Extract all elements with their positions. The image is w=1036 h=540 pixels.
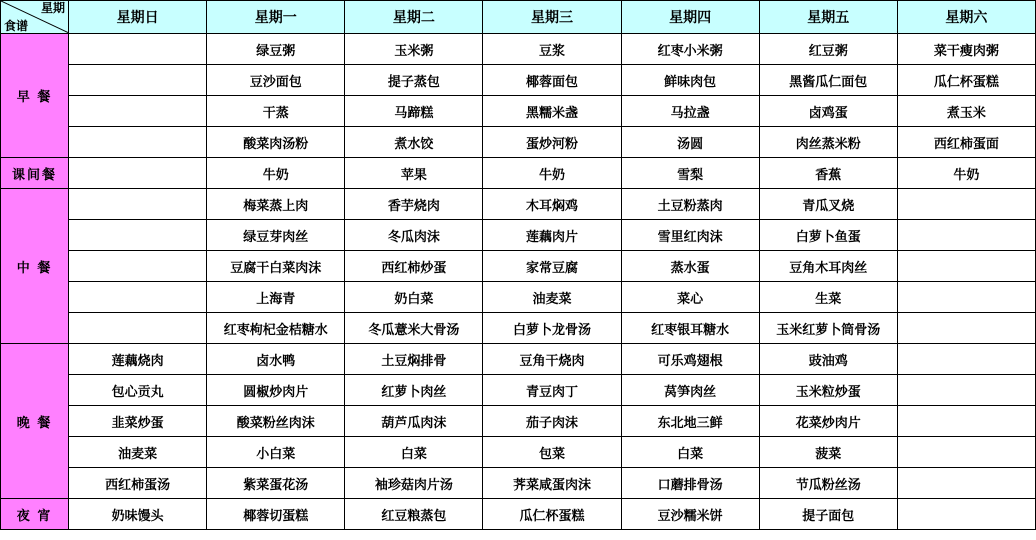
dish-cell: 包心贡丸 [69,375,207,406]
dish-cell: 梅菜蒸上肉 [207,189,345,220]
table-row [1,282,1036,313]
dish-cell: 白萝卜龙骨汤 [483,313,621,344]
corner-header-cell [1,1,69,34]
dish-cell-empty [69,65,207,96]
dish-cell: 卤鸡蛋 [759,96,897,127]
dish-cell-empty [897,313,1035,344]
dish-cell: 椰蓉切蛋糕 [207,499,345,530]
dish-cell: 绿豆芽肉丝 [207,220,345,251]
dish-cell: 牛奶 [483,158,621,189]
dish-cell: 黑酱瓜仁面包 [759,65,897,96]
dish-cell-empty [897,437,1035,468]
dish-cell: 青瓜叉烧 [759,189,897,220]
dish-cell: 玉米红萝卜筒骨汤 [759,313,897,344]
dish-cell: 小白菜 [207,437,345,468]
dish-cell-empty [69,189,207,220]
dish-cell: 黑糯米盏 [483,96,621,127]
table-row [1,65,1036,96]
meal-label-cell: 晚 餐 [1,344,69,499]
dish-cell: 椰蓉面包 [483,65,621,96]
day-header-sunday: 星期日 [69,1,207,34]
corner-menu-label: 食谱 [4,19,29,33]
dish-cell: 莲藕肉片 [483,220,621,251]
dish-cell: 西红柿蛋面 [897,127,1035,158]
dish-cell: 白菜 [621,437,759,468]
dish-cell: 可乐鸡翅根 [621,344,759,375]
dish-cell: 菜干瘦肉粥 [897,34,1035,65]
table-row [1,437,1036,468]
table-row [1,251,1036,282]
dish-cell: 奶味馒头 [69,499,207,530]
day-header-tuesday: 星期二 [345,1,483,34]
table-row [1,499,1036,530]
dish-cell: 豆腐干白菜肉沫 [207,251,345,282]
dish-cell: 蛋炒河粉 [483,127,621,158]
dish-cell: 豆浆 [483,34,621,65]
dish-cell: 油麦菜 [483,282,621,313]
dish-cell: 鲜味肉包 [621,65,759,96]
dish-cell: 袖珍菇肉片汤 [345,468,483,499]
dish-cell: 煮玉米 [897,96,1035,127]
dish-cell: 油麦菜 [69,437,207,468]
dish-cell: 葫芦瓜肉沫 [345,406,483,437]
dish-cell: 东北地三鲜 [621,406,759,437]
table-row [1,189,1036,220]
dish-cell: 豆沙面包 [207,65,345,96]
table-row [1,344,1036,375]
dish-cell: 生菜 [759,282,897,313]
dish-cell: 酸菜肉汤粉 [207,127,345,158]
day-header-saturday: 星期六 [897,1,1035,34]
dish-cell: 木耳焖鸡 [483,189,621,220]
dish-cell: 红豆粥 [759,34,897,65]
dish-cell: 西红柿蛋汤 [69,468,207,499]
dish-cell: 红豆粮蒸包 [345,499,483,530]
dish-cell: 玉米粥 [345,34,483,65]
dish-cell: 豆沙糯米饼 [621,499,759,530]
table-row [1,127,1036,158]
day-header-friday: 星期五 [759,1,897,34]
dish-cell: 家常豆腐 [483,251,621,282]
dish-cell-empty [69,282,207,313]
dish-cell: 红枣银耳糖水 [621,313,759,344]
dish-cell: 豆角木耳肉丝 [759,251,897,282]
meal-label-cell: 夜 宵 [1,499,69,530]
table-row [1,313,1036,344]
dish-cell: 茄子肉沫 [483,406,621,437]
dish-cell: 菠菜 [759,437,897,468]
dish-cell: 青豆肉丁 [483,375,621,406]
dish-cell: 牛奶 [207,158,345,189]
dish-cell: 莲藕烧肉 [69,344,207,375]
dish-cell: 包菜 [483,437,621,468]
table-header-row [1,1,1036,34]
dish-cell: 荠菜咸蛋肉沫 [483,468,621,499]
dish-cell: 莴笋肉丝 [621,375,759,406]
dish-cell: 口蘑排骨汤 [621,468,759,499]
dish-cell: 上海青 [207,282,345,313]
table-row [1,375,1036,406]
table-row [1,468,1036,499]
dish-cell: 绿豆粥 [207,34,345,65]
dish-cell-empty [69,34,207,65]
dish-cell: 瓜仁杯蛋糕 [897,65,1035,96]
dish-cell-empty [69,96,207,127]
dish-cell: 香蕉 [759,158,897,189]
dish-cell: 红萝卜肉丝 [345,375,483,406]
dish-cell-empty [897,282,1035,313]
dish-cell-empty [69,127,207,158]
dish-cell: 冬瓜肉沫 [345,220,483,251]
dish-cell: 土豆粉蒸肉 [621,189,759,220]
meal-label-cell: 早 餐 [1,34,69,158]
dish-cell: 汤圆 [621,127,759,158]
dish-cell: 香芋烧肉 [345,189,483,220]
dish-cell: 花菜炒肉片 [759,406,897,437]
dish-cell: 紫菜蛋花汤 [207,468,345,499]
dish-cell: 红枣小米粥 [621,34,759,65]
dish-cell-empty [69,158,207,189]
dish-cell: 煮水饺 [345,127,483,158]
table-row [1,406,1036,437]
dish-cell-empty [69,251,207,282]
dish-cell-empty [897,499,1035,530]
dish-cell: 马蹄糕 [345,96,483,127]
dish-cell: 酸菜粉丝肉沫 [207,406,345,437]
dish-cell-empty [897,189,1035,220]
dish-cell: 圆椒炒肉片 [207,375,345,406]
dish-cell: 西红柿炒蛋 [345,251,483,282]
dish-cell-empty [897,344,1035,375]
dish-cell: 卤水鸭 [207,344,345,375]
table-row [1,96,1036,127]
table-row [1,34,1036,65]
dish-cell-empty [897,375,1035,406]
dish-cell: 红枣枸杞金桔糖水 [207,313,345,344]
meal-label-cell: 中 餐 [1,189,69,344]
dish-cell: 白菜 [345,437,483,468]
corner-week-label: 星期 [41,1,66,15]
meal-label-cell: 课间餐 [1,158,69,189]
dish-cell: 冬瓜薏米大骨汤 [345,313,483,344]
dish-cell: 肉丝蒸米粉 [759,127,897,158]
dish-cell: 节瓜粉丝汤 [759,468,897,499]
dish-cell: 韭菜炒蛋 [69,406,207,437]
dish-cell-empty [897,406,1035,437]
dish-cell-empty [897,468,1035,499]
dish-cell: 提子蒸包 [345,65,483,96]
day-header-monday: 星期一 [207,1,345,34]
table-row [1,220,1036,251]
dish-cell: 提子面包 [759,499,897,530]
day-header-wednesday: 星期三 [483,1,621,34]
table-row [1,158,1036,189]
dish-cell: 豉油鸡 [759,344,897,375]
dish-cell: 土豆焖排骨 [345,344,483,375]
dish-cell: 白萝卜鱼蛋 [759,220,897,251]
dish-cell: 牛奶 [897,158,1035,189]
dish-cell-empty [897,220,1035,251]
dish-cell-empty [69,313,207,344]
dish-cell-empty [897,251,1035,282]
dish-cell: 菜心 [621,282,759,313]
dish-cell: 蒸水蛋 [621,251,759,282]
dish-cell: 雪梨 [621,158,759,189]
dish-cell: 玉米粒炒蛋 [759,375,897,406]
dish-cell-empty [69,220,207,251]
dish-cell: 奶白菜 [345,282,483,313]
dish-cell: 苹果 [345,158,483,189]
day-header-thursday: 星期四 [621,1,759,34]
dish-cell: 瓜仁杯蛋糕 [483,499,621,530]
dish-cell: 豆角干烧肉 [483,344,621,375]
dish-cell: 雪里红肉沫 [621,220,759,251]
dish-cell: 马拉盏 [621,96,759,127]
dish-cell: 干蒸 [207,96,345,127]
